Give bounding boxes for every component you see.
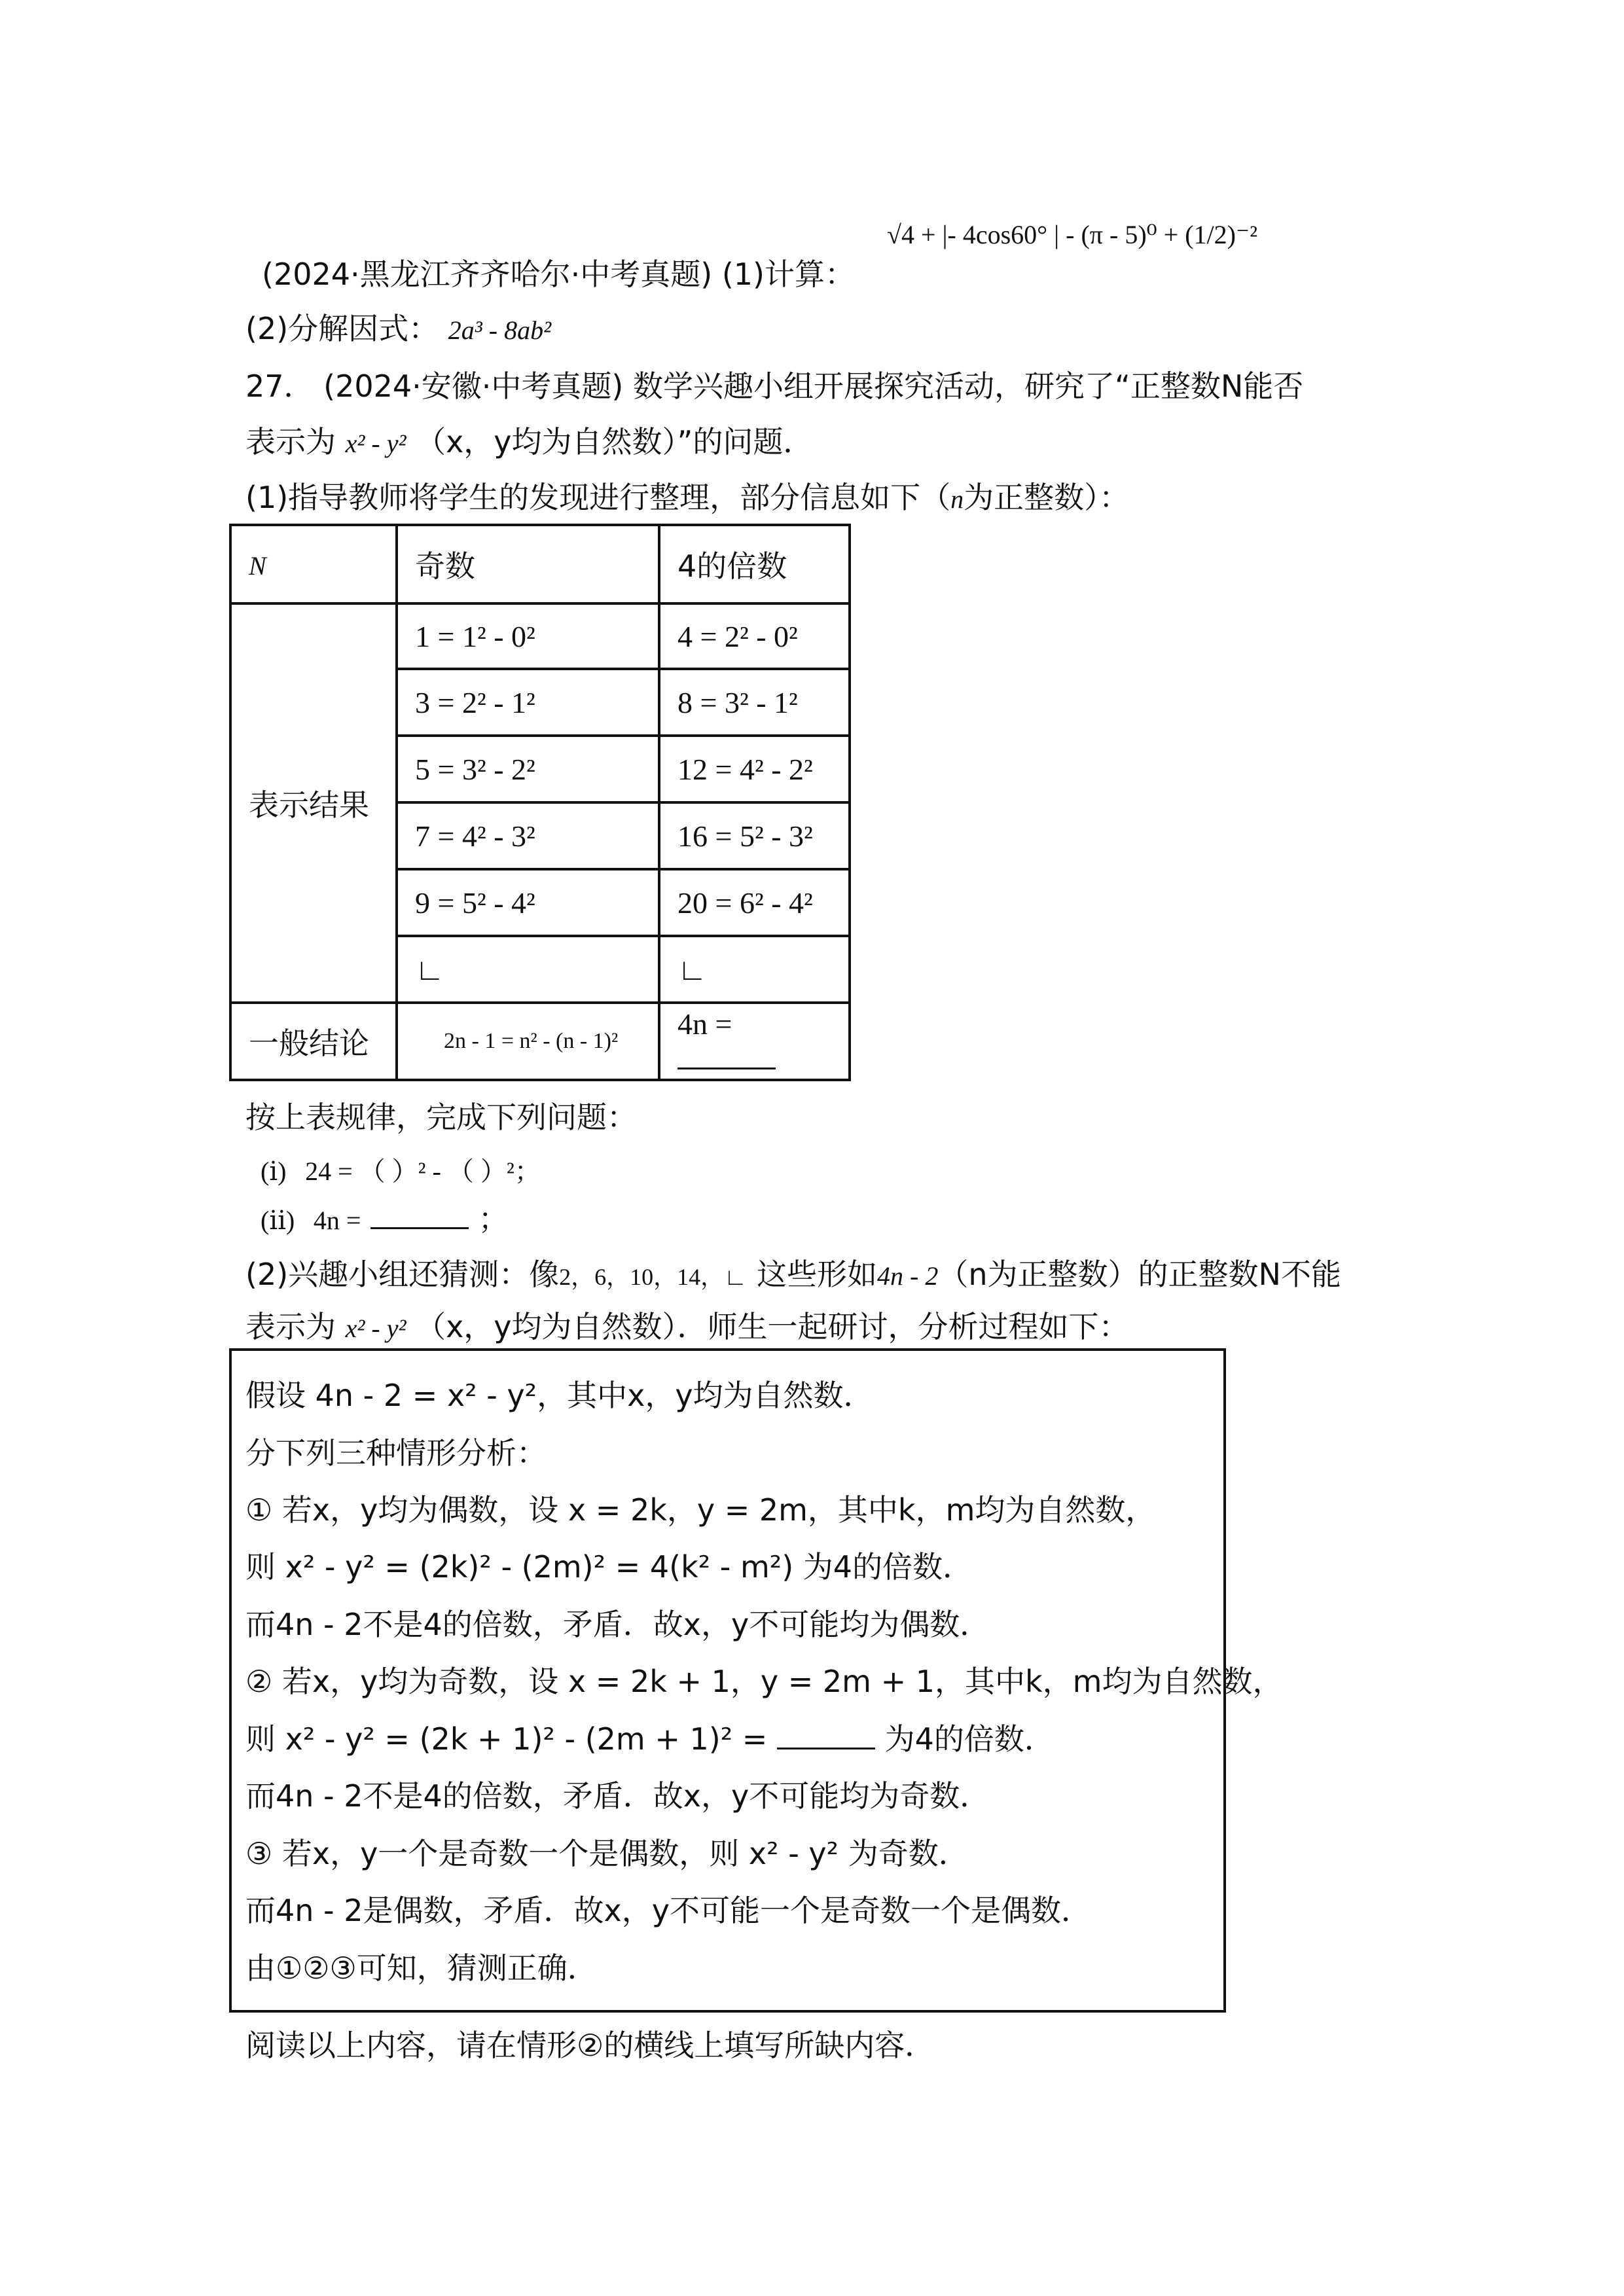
q27-follow: 按上表规律，完成下列问题： (245, 1100, 637, 1135)
table-general-mult4 (659, 1003, 850, 1080)
part2-line1-a: (2)兴趣小组还猜测：像 (245, 1257, 560, 1292)
case2-answer-blank[interactable] (777, 1721, 875, 1749)
sub-i-label: (ⅰ) (261, 1157, 287, 1186)
table-cell-odd: 9 = 5² - 4² (397, 869, 659, 936)
box-line: 分下列三种情形分析： (245, 1435, 547, 1471)
table-row-label-results: 表示结果 (230, 603, 397, 1003)
table-cell-odd: 3 = 2² - 1² (397, 669, 659, 736)
sub-ii-label: (ⅱ) (261, 1206, 295, 1235)
table-row-label-general: 一般结论 (230, 1003, 397, 1080)
q26-part1-label: (1)计算： (721, 257, 855, 292)
q27-part2-line1 (245, 1253, 1341, 1298)
q26-part2-expr: 2a³ - 8ab² (448, 315, 552, 345)
q27-sub-ii (261, 1198, 509, 1242)
table-header-mult4: 4的倍数 (659, 525, 850, 603)
part2-line2-a: 表示为 (245, 1309, 336, 1344)
table-row (230, 603, 850, 669)
q27-intro-line1 (245, 365, 1303, 407)
table-cell-odd: ∟ (397, 936, 659, 1003)
box-line: ② 若x，y均为奇数，设 x = 2k + 1，y = 2m + 1，其中k，m均为自然数， (245, 1664, 1283, 1699)
q26-part2 (245, 308, 551, 351)
box-line6-end: 为4的倍数． (884, 1721, 1055, 1757)
q27-number: 27． (245, 368, 314, 404)
part2-nums: 2，6，10，14，∟ (559, 1264, 748, 1290)
q26-source: (2024·黑龙江齐齐哈尔·中考真题) (262, 257, 713, 292)
q27-intro-text: 数学兴趣小组开展探究活动，研究了“正整数N能否 (633, 368, 1304, 404)
general-mult4-blank[interactable] (677, 1041, 776, 1069)
q27-part2-line2 (245, 1306, 1129, 1350)
sub-ii-end: ； (478, 1201, 509, 1236)
box-line: 而4n - 2不是4的倍数，矛盾．故x，y不可能均为偶数． (245, 1607, 990, 1642)
q27-part1-intro (245, 476, 1129, 520)
part2-line1-c: （n为正整数）的正整数N不能 (938, 1257, 1341, 1292)
part2-form: 4n - 2 (877, 1261, 939, 1291)
part2-line1-b: 这些形如 (757, 1257, 878, 1292)
table-cell-mult4: 12 = 4² - 2² (659, 736, 850, 802)
q27-source: (2024·安徽·中考真题) (323, 368, 624, 404)
q27-intro-text3: （x，y均为自然数）”的问题． (416, 424, 814, 459)
q27-part1-intro-a: (1)指导教师将学生的发现进行整理，部分信息如下（ (245, 480, 951, 515)
table-header-n: N (230, 525, 397, 603)
q26-part2-label: (2)分解因式： (245, 311, 439, 346)
table-header-odd: 奇数 (397, 525, 659, 603)
q26-part1-expr: √4 + |- 4cos60° | - (π - 5)⁰ + (1/2)⁻² (887, 220, 1258, 249)
box-line: 则 x² - y² = (2k)² - (2m)² = 4(k² - m²) 为4的倍数． (245, 1549, 973, 1585)
box-line: 而4n - 2不是4的倍数，矛盾．故x，y不可能均为奇数． (245, 1778, 990, 1814)
q27-sub-i (261, 1149, 541, 1193)
sub-i-expr: 24 = （ ）² - （ ）²； (305, 1157, 541, 1186)
box-line: 而4n - 2是偶数，矛盾．故x，y不可能一个是奇数一个是偶数． (245, 1893, 1091, 1928)
general-mult4-text: 4n = (677, 1007, 732, 1041)
sub-ii-expr: 4n = (313, 1206, 361, 1235)
table-cell-odd: 5 = 3² - 2² (397, 736, 659, 802)
q26-part1 (262, 253, 855, 295)
results-table (229, 524, 851, 1081)
table-cell-mult4: 8 = 3² - 1² (659, 669, 850, 736)
box-line-blank (245, 1718, 1055, 1760)
q27-intro-text2: 表示为 (245, 424, 336, 459)
table-row-general (230, 1003, 850, 1080)
table-cell-odd: 1 = 1² - 0² (397, 603, 659, 669)
q27-intro-expr: x² - y² (345, 429, 406, 458)
sub-ii-blank[interactable] (370, 1201, 469, 1229)
box-line6-text: 则 x² - y² = (2k + 1)² - (2m + 1)² = (245, 1721, 768, 1757)
q27-intro-line2 (245, 421, 813, 465)
table-cell-mult4: 20 = 6² - 4² (659, 869, 850, 936)
box-line: 假设 4n - 2 = x² - y²，其中x，y均为自然数． (245, 1378, 874, 1413)
q27-closing: 阅读以上内容，请在情形②的横线上填写所缺内容． (245, 2028, 935, 2063)
table-header-row (230, 525, 850, 603)
table-cell-mult4: ∟ (659, 936, 850, 1003)
q27-part1-intro-n: n (950, 484, 964, 514)
part2-line2-expr: x² - y² (345, 1314, 406, 1343)
table-cell-mult4: 4 = 2² - 0² (659, 603, 850, 669)
part2-line2-b: （x，y均为自然数）．师生一起研讨，分析过程如下： (416, 1309, 1129, 1344)
q27-part1-intro-b: 为正整数）： (964, 480, 1130, 515)
table-general-odd: 2n - 1 = n² - (n - 1)² (397, 1003, 659, 1080)
table-cell-mult4: 16 = 5² - 3² (659, 802, 850, 869)
box-line: ③ 若x，y一个是奇数一个是偶数，则 x² - y² 为奇数． (245, 1836, 969, 1871)
box-line: ① 若x，y均为偶数，设 x = 2k，y = 2m，其中k，m均为自然数， (245, 1492, 1156, 1528)
table-cell-odd: 7 = 4² - 3² (397, 802, 659, 869)
box-line: 由①②③可知，猜测正确． (245, 1950, 598, 1986)
